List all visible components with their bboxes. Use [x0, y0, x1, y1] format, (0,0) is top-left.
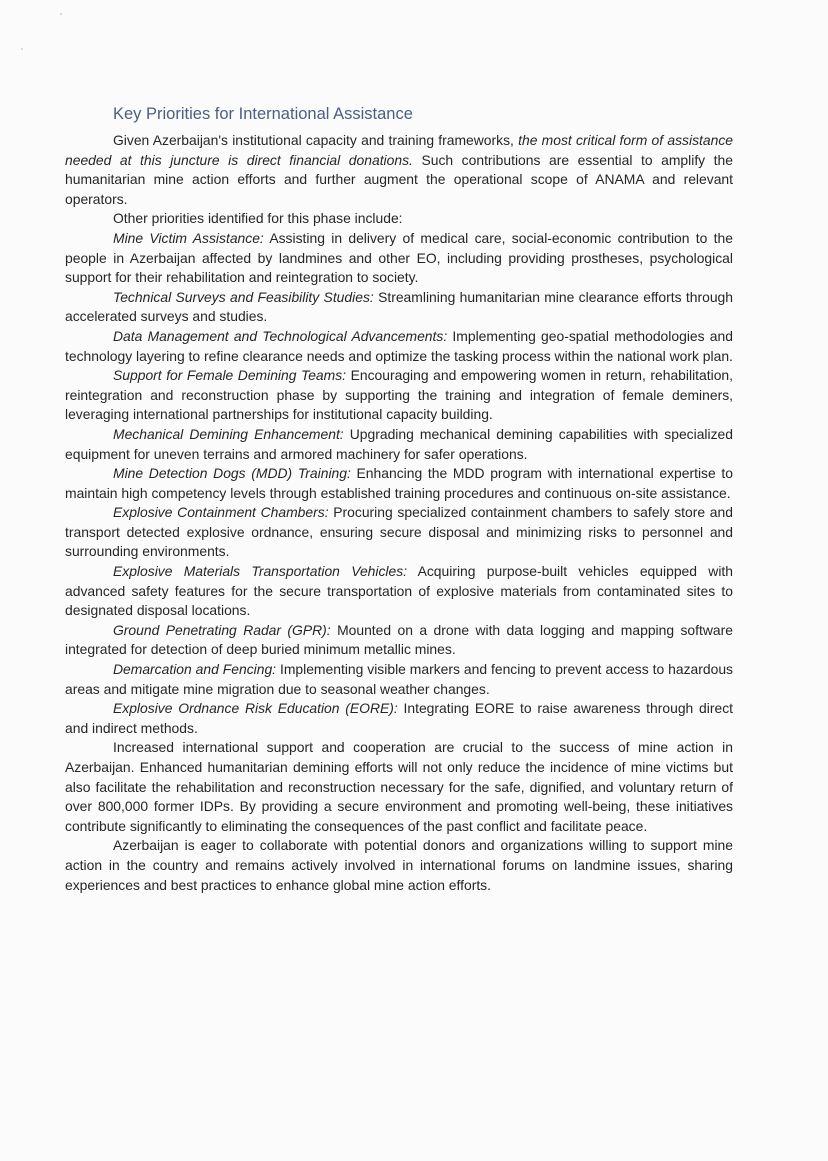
priority-data-management	[65, 327, 733, 366]
priority-title: Explosive Materials Transportation Vehicles:	[113, 563, 408, 580]
priority-title: Technical Surveys and Feasibility Studies:	[113, 288, 374, 305]
priority-text: Implementing geo-spatial methodologies and technology layering to refine clearance needs and optimize the tasking process within the national work plan.	[65, 327, 733, 364]
priority-mdd-training	[65, 464, 733, 503]
priority-title: Mine Detection Dogs (MDD) Training:	[113, 465, 351, 482]
priority-text: Encouraging and empowering women in return, rehabilitation, reintegration and reconstruction phase by supporting the training and integration of female deminers, leveraging international partnerships for institutional capacity building.	[65, 367, 734, 423]
priority-female-demining-teams	[65, 366, 733, 425]
intro-text-end: Such contributions are essential to amplify the humanitarian mine action efforts and further augment the operational scope of ANAMA and relevant operators.	[65, 151, 733, 207]
scan-speck	[21, 48, 23, 50]
document-page	[65, 104, 733, 895]
conclusion-paragraph: Increased international support and cooperation are crucial to the success of mine action in Azerbaijan. Enhanced humanitarian demining efforts will not only reduce the incidence of mine victims but also facilitate the rehabilitation and reconstruction necessary for the safe, dignified, and voluntary return of over 800,000 former IDPs. By providing a secure environment and promoting well-being, these initiatives contribute significantly to eliminating the consequences of the past conflict and facilitate peace.	[65, 739, 733, 834]
scan-speck	[60, 13, 62, 15]
priority-text: Enhancing the MDD program with international expertise to maintain high competency levels through established training procedures and continuous on-site assistance.	[65, 465, 733, 501]
priority-title: Demarcation and Fencing:	[113, 661, 277, 678]
priority-title: Mine Victim Assistance:	[113, 229, 264, 246]
section-heading: Key Priorities for International Assistance	[113, 105, 413, 123]
priority-title: Explosive Containment Chambers:	[113, 504, 329, 521]
intro-paragraph	[65, 131, 733, 209]
priority-text: Procuring specialized containment chambers to safely store and transport detected explosive ordnance, ensuring secure disposal and minimizing risks to personnel and surrounding environments.	[65, 504, 733, 560]
priority-title: Data Management and Technological Advancements:	[113, 327, 448, 344]
intro-text-start: Given Azerbaijan's institutional capacity and training frameworks,	[113, 132, 519, 148]
priority-title: Mechanical Demining Enhancement:	[113, 425, 344, 442]
priority-text: Mounted on a drone with data logging and mapping software integrated for detection of deep buried minimum metallic mines.	[65, 621, 733, 658]
priority-eore	[65, 699, 733, 738]
priority-text: Assisting in delivery of medical care, social-economic contribution to the people in Azerbaijan affected by landmines and other EO, including providing prostheses, psychological support for their rehabilitation and reintegration to society.	[65, 229, 733, 286]
priority-transportation-vehicles	[65, 562, 733, 621]
priority-mechanical-demining	[65, 425, 733, 464]
priority-title: Ground Penetrating Radar (GPR):	[113, 621, 331, 638]
priority-gpr	[65, 621, 733, 660]
priority-mine-victim-assistance	[65, 229, 733, 288]
priority-text: Streamlining humanitarian mine clearance efforts through accelerated surveys and studies.	[65, 288, 733, 325]
other-priorities-intro: Other priorities identified for this phase include:	[113, 210, 403, 227]
priority-technical-surveys	[65, 288, 733, 327]
priority-text: Upgrading mechanical demining capabilities with specialized equipment for uneven terrains and armored machinery for safer operations.	[65, 425, 733, 462]
priority-text: Acquiring purpose-built vehicles equipped with advanced safety features for the secure transportation of explosive materials from contaminated sites to designated disposal locations.	[65, 563, 733, 619]
closing-paragraph: Azerbaijan is eager to collaborate with potential donors and organizations willing to support mine action in the country and remains actively involved in international forums on landmine issues, sharing experiences and best practices to enhance global mine action efforts.	[65, 837, 733, 893]
intro-emphasis: the most critical form of assistance needed at this juncture is direct financial donations.	[65, 132, 733, 168]
priority-text: Integrating EORE to raise awareness through direct and indirect methods.	[65, 700, 734, 736]
priority-demarcation-fencing	[65, 660, 733, 699]
priority-containment-chambers	[65, 503, 733, 562]
priority-title: Explosive Ordnance Risk Education (EORE):	[113, 700, 398, 717]
priority-text: Implementing visible markers and fencing to prevent access to hazardous areas and mitigate mine migration due to seasonal weather changes.	[65, 661, 733, 697]
priority-title: Support for Female Demining Teams:	[113, 367, 347, 384]
